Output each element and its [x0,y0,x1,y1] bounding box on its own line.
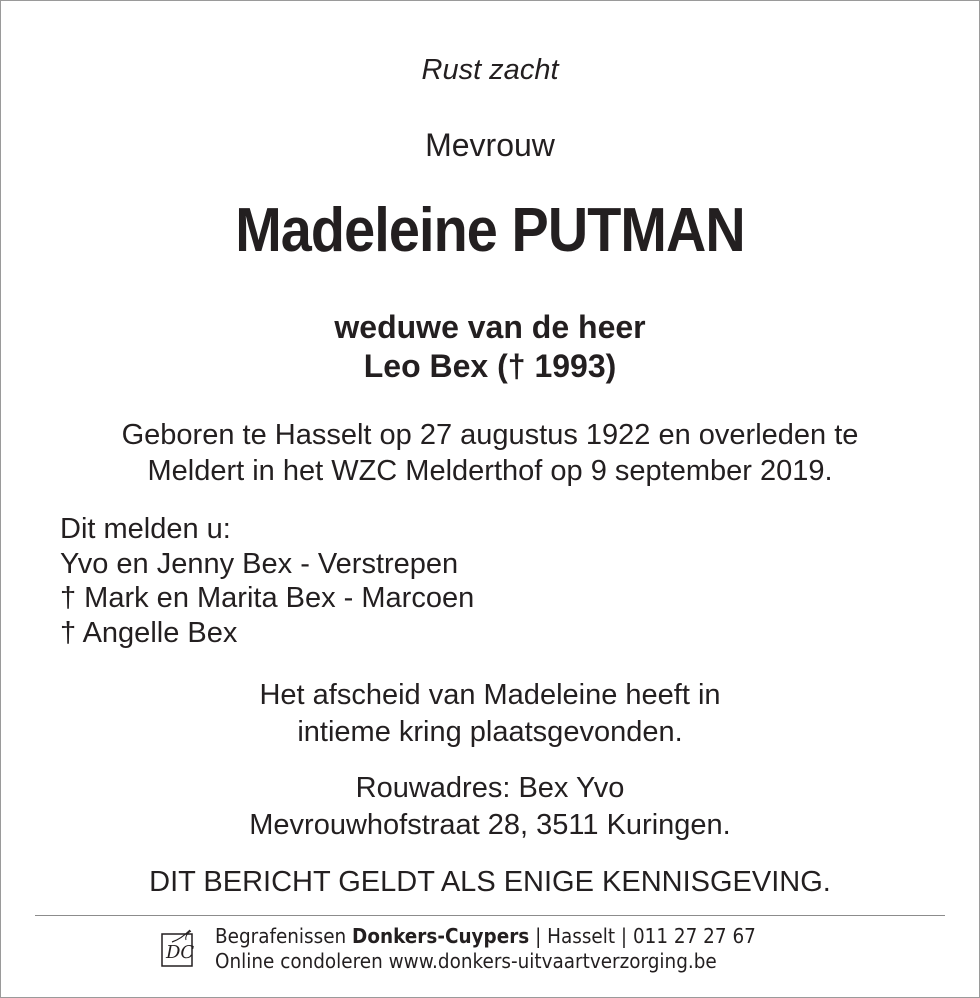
announcers-heading: Dit melden u: [60,513,231,545]
address-line-2: Mevrouwhofstraat 28, 3511 Kuringen. [249,809,731,841]
farewell-line-1: Het afscheid van Madeleine heeft in [259,679,721,711]
farewell-line-2: intieme kring plaatsgevonden. [297,716,683,748]
footer-divider [35,915,945,916]
company-name: Donkers-Cuypers [352,924,530,948]
footer-info [215,924,756,974]
footer-prefix: Begrafenissen [215,924,353,948]
salutation: Mevrouw [425,127,555,163]
footer-online-condolence: Online condoleren www.donkers-uitvaartverzorging.be [215,949,717,973]
mourning-address [0,770,980,844]
spouse-line-1: weduwe van de heer [334,309,646,345]
announcer-item: † Mark en Marita Bex - Marcoen [60,582,475,614]
logo-lettering: DC [166,942,195,963]
birth-death-line-2: Meldert in het WZC Melderthof op 9 september 2019. [147,455,833,487]
deceased-name: Madeleine PUTMAN [235,196,745,265]
funeral-home-logo-icon [160,928,198,968]
birth-death-block [0,417,980,489]
announcers-list [60,512,474,650]
announcer-item: Yvo en Jenny Bex - Verstrepen [60,547,459,580]
closing-notice: DIT BERICHT GELDT ALS ENIGE KENNISGEVING. [149,866,831,898]
spouse-block [0,308,980,386]
spouse-line-2: Leo Bex († 1993) [363,348,617,384]
announcer-item: † Angelle Bex [60,616,238,649]
footer-contact: | Hasselt | 011 27 27 67 [529,924,756,948]
birth-death-line-1: Geboren te Hasselt op 27 augustus 1922 en overleden te [121,419,859,451]
footer-line-1 [215,924,756,949]
farewell-block [0,677,980,751]
motto: Rust zacht [421,54,559,86]
address-line-1: Rouwadres: Bex Yvo [355,772,625,804]
